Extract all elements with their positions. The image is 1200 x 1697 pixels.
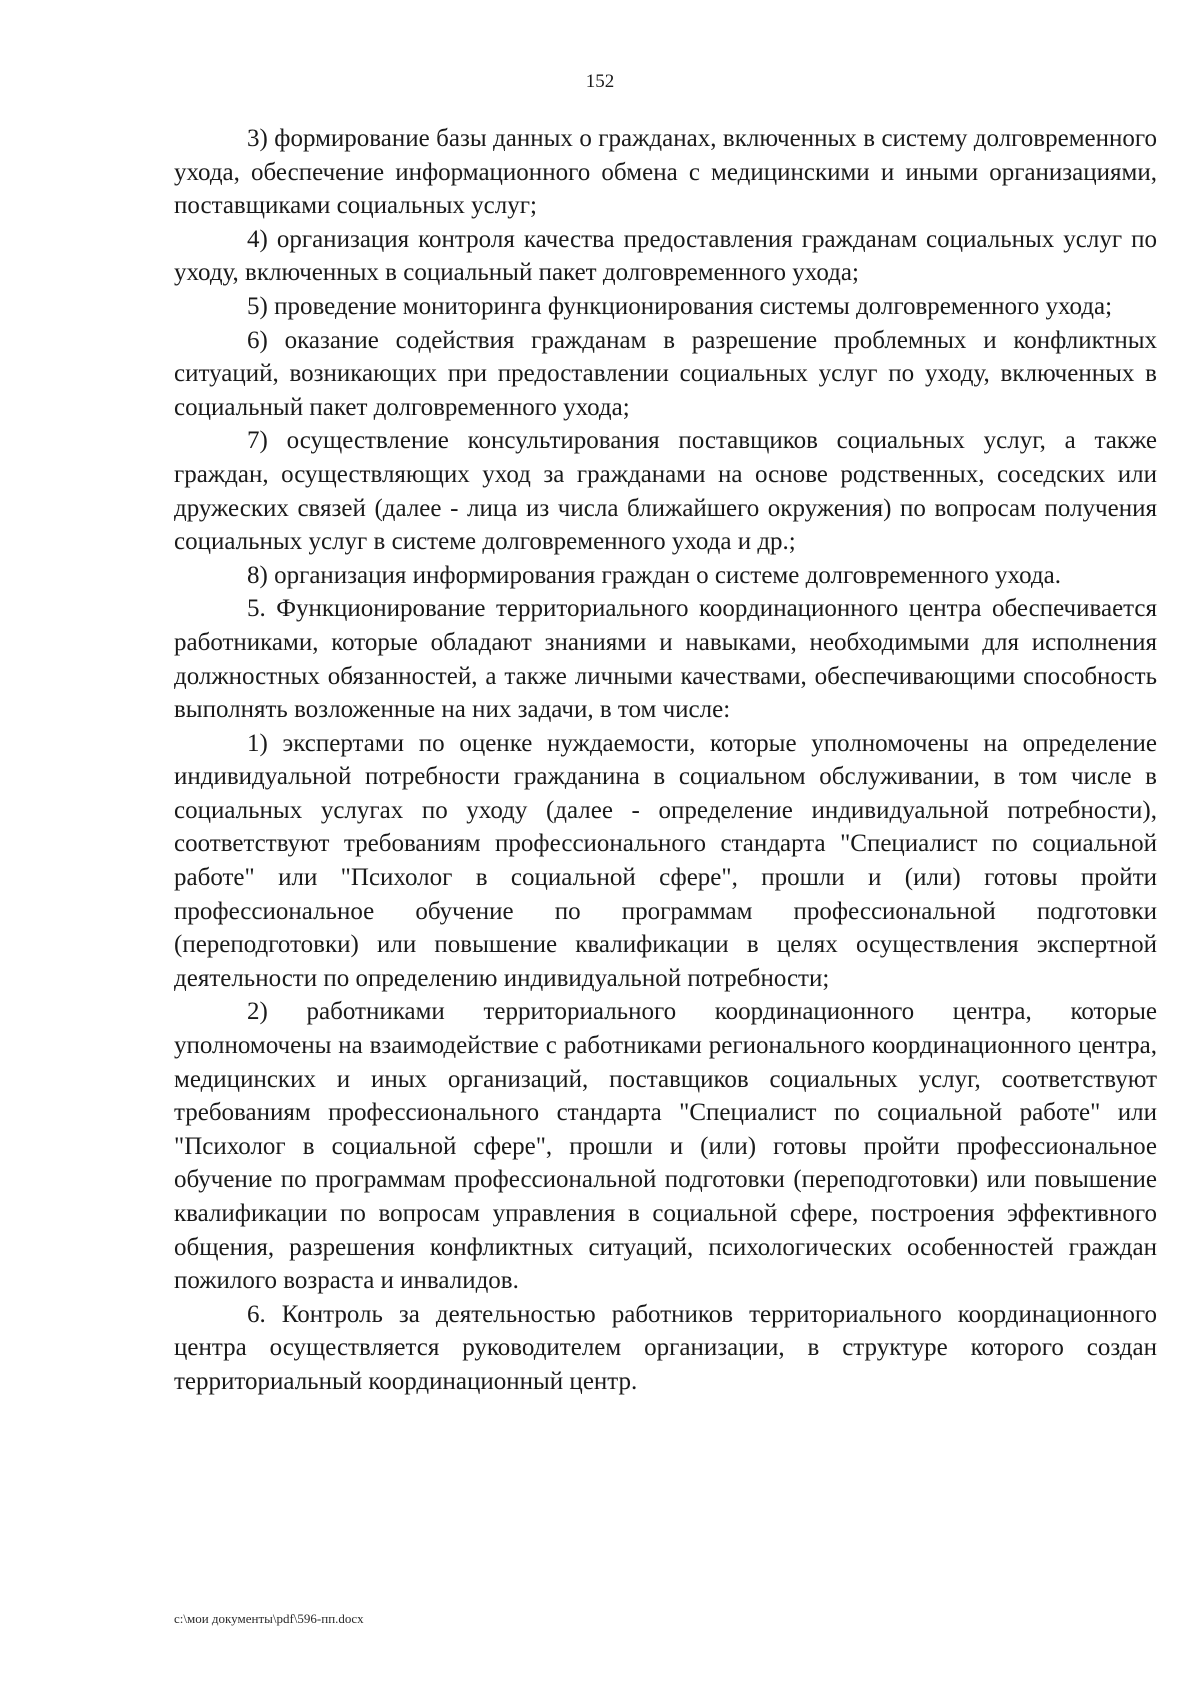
paragraph-item-7: 7) осуществление консультирования поставщиков социальных услуг, а также граждан, осуществляющих уход за гражданами на основе родственных, соседских или дружеских связей (далее - лица из числа ближайшего окружения) по вопросам получения социальных услуг в системе долговременного ухода и др.;: [174, 427, 1157, 556]
page-number: 152: [585, 71, 615, 92]
paragraph-item-4: 4) организация контроля качества предоставления гражданам социальных услуг по уходу, включенных в социальный пакет долговременного ухода;: [174, 225, 1157, 287]
paragraph-item-5: 5) проведение мониторинга функционирования системы долговременного ухода;: [247, 292, 1113, 320]
paragraph-item-6: 6) оказание содействия гражданам в разрешение проблемных и конфликтных ситуаций, возникающих при предоставлении социальных услуг по уходу, включенных в социальный пакет долговременного ухода;: [174, 326, 1157, 421]
paragraph-item-8: 8) организация информирования граждан о системе долговременного ухода.: [247, 561, 1061, 589]
paragraph-subitem-2-workers: 2) работниками территориального координационного центра, которые уполномочены на взаимодействие с работниками регионального координационного центра, медицинских и иных организаций, поставщиков социальных услуг, соответствуют требованиям профессионального стандарта "Специалист по социальной работе" или "Психолог в социальной сфере", прошли и (или) готовы пройти профессиональное обучение по программам профессиональной подготовки (переподготовки) или повышение квалификации по вопросам управления в социальной сфере, построения эффективного общения, разрешения конфликтных ситуаций, психологических особенностей граждан пожилого возраста и инвалидов.: [174, 998, 1157, 1295]
paragraph-section-6: 6. Контроль за деятельностью работников территориального координационного центра осуществляется руководителем организации, в структуре которого создан территориальный координационный центр.: [174, 1300, 1157, 1395]
paragraph-section-5: 5. Функционирование территориального координационного центра обеспечивается работниками, которые обладают знаниями и навыками, необходимыми для исполнения должностных обязанностей, а также личными качествами, обеспечивающими способность выполнять возложенные на них задачи, в том числе:: [174, 595, 1157, 724]
paragraph-subitem-1-experts: 1) экспертами по оценке нуждаемости, которые уполномочены на определение индивидуальной потребности гражданина в социальном обслуживании, в том числе в социальных услугах по уходу (далее - определение индивидуальной потребности), соответствуют требованиям профессионального стандарта "Специалист по социальной работе" или "Психолог в социальной сфере", прошли и (или) готовы пройти профессиональное обучение по программам профессиональной подготовки (переподготовки) или повышение квалификации в целях осуществления экспертной деятельности по определению индивидуальной потребности;: [174, 729, 1157, 992]
footer-file-path: c:\мои документы\pdf\596-пп.docx: [174, 1611, 364, 1626]
document-body: [174, 122, 1157, 1399]
paragraph-item-3: 3) формирование базы данных о гражданах, включенных в систему долговременного ухода, обеспечение информационного обмена с медицинскими и иными организациями, поставщиками социальных услуг;: [174, 125, 1157, 220]
